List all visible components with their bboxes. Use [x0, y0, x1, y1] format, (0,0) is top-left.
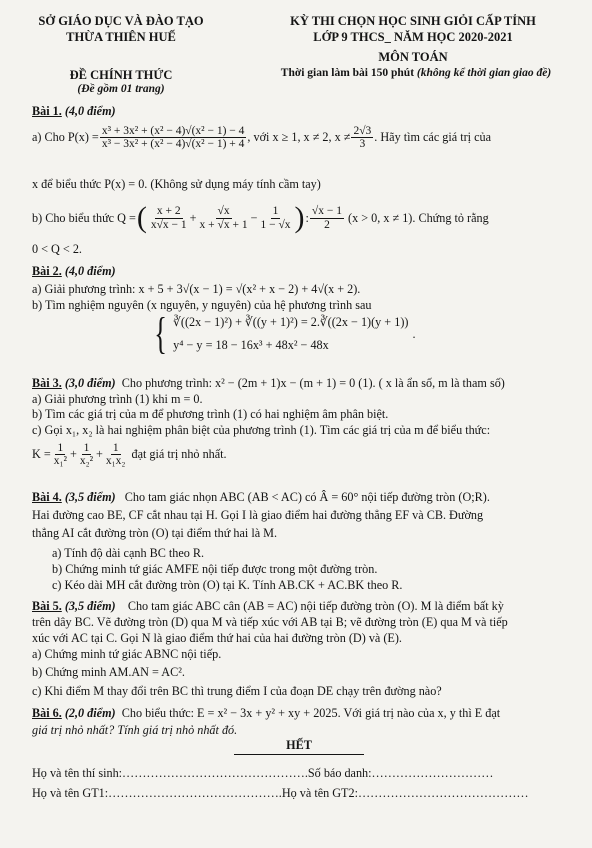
k-term3-den: x₁x₂ [105, 455, 126, 468]
bai1-a-cond-num: 2√3 [353, 125, 372, 137]
bai2-label: Bài 2. [32, 264, 62, 278]
bai5-intro2: trên dây BC. Vẽ đường tròn (D) qua M và tiếp xúc với AB tại B; vẽ đường tròn (E) qua M và tiếp [32, 615, 508, 629]
bai5-label: Bài 5. [32, 599, 62, 613]
bai1-b: b) Cho biểu thức Q = ( $\frac{x + 2}{x√x - 1}$ + $\frac{√x}{x + √x + 1}$ − $\frac{1}{1 - √x}$ ) : $\frac{√x - 1}{2}$ (x > 0, x ≠ 1). Chứng tỏ rằng [32, 201, 489, 234]
bai1-a-numerator: x³ + 3x² + (x² − 4)√(x² − 1) − 4 [101, 125, 245, 137]
bai1-points: (4,0 điểm) [64, 104, 116, 118]
bai6-intro [32, 706, 500, 721]
department-name: SỞ GIÁO DỤC VÀ ĐÀO TẠO [38, 14, 204, 28]
exam-title: KỲ THI CHỌN HỌC SINH GIỎI CẤP TỈNH [290, 14, 536, 28]
system-eq2: y⁴ − y = 18 − 16x³ + 48x² − 48x [173, 338, 329, 352]
bai3-points: (3,0 điểm) [64, 376, 116, 390]
frac4-num: √x − 1 [311, 205, 342, 218]
student-info-line: Họ và tên thí sinh:……………………………………….Số báo danh:………………………… [32, 766, 494, 780]
k-term2-den: x₂² [79, 455, 94, 468]
frac4-den: 2 [324, 218, 330, 231]
bai3-b: b) Tìm các giá trị của m để phương trình (1) có hai nghiệm âm phân biệt. [32, 407, 389, 421]
bai1-a-tail: . Hãy tìm các giá trị của [374, 130, 492, 145]
bai4-a: a) Tính độ dài cạnh BC theo R. [52, 546, 205, 560]
bai1-a-line2: x để biểu thức P(x) = 0. (Không sử dụng máy tính cầm tay) [32, 177, 321, 191]
bai4-intro2: Hai đường cao BE, CF cắt nhau tại H. Gọi I là giao điểm hai đường thẳng EF và CB. Đường [32, 508, 484, 522]
pages-note: (Đề gồm 01 trang) [77, 83, 165, 95]
k-term3-num: 1 [112, 442, 119, 454]
bai3-label: Bài 3. [32, 376, 62, 390]
bai6-line1: Cho biểu thức: E = x² − 3x + y² + xy + 2025. Với giá trị nào của x, y thì E đạt [121, 706, 501, 720]
bai5-intro3: xúc với AC tại C. Gọi N là giao điểm thứ hai của hai đường tròn (D) và (E). [32, 631, 402, 645]
bai2-system [150, 309, 416, 358]
bai1-b-line2: 0 < Q < 2. [32, 242, 82, 256]
k-term1-num: 1 [57, 442, 64, 454]
proctor-info-line: Họ và tên GT1:…………………………………….Họ và tên GT2:…………………………………… [32, 786, 529, 800]
bai2-heading [32, 264, 116, 279]
k-prefix: K = [32, 447, 51, 462]
k-term1 [52, 442, 69, 467]
bai5-c: c) Khi điểm M thay đổi trên BC thì trung điểm I của đoạn DE chạy trên đường nào? [32, 684, 442, 698]
bai1-a-cond-den: 3 [359, 138, 366, 151]
k-term3 [104, 442, 128, 467]
bai3-k-expr: K = $\frac{1}{\text{x₁²}}$ + $\frac{1}{\text{x₂²}}$ + $\frac{1}{\text{x₁x₂}}$ đạt giá trị nhỏ nhất. [32, 442, 227, 468]
frac2-num: √x [217, 205, 230, 218]
bai3-intro-text: Cho phương trình: x² − (2m + 1)x − (m + 1) = 0 (1). ( x là ẩn số, m là tham số) [121, 376, 505, 390]
bai5-intro-text: Cho tam giác ABC cân (AB = AC) nội tiếp đường tròn (O). M là điểm bất kỳ [127, 599, 504, 613]
grade-year: LỚP 9 THCS_ NĂM HỌC 2020-2021 [313, 30, 513, 44]
system-equations [173, 315, 408, 352]
bai1-b-frac2 [198, 205, 250, 230]
bai4-intro [32, 490, 490, 505]
bai5-b: b) Chứng minh AM.AN = AC². [32, 665, 185, 679]
frac2-den: x + √x + 1 [199, 218, 248, 231]
bai4-points: (3,5 điểm) [64, 490, 116, 504]
system-brace: { [154, 309, 167, 358]
bai1-a-fraction [100, 125, 247, 150]
bai3-a: a) Giải phương trình (1) khi m = 0. [32, 392, 203, 406]
bai6-line2: giá trị nhỏ nhất? Tính giá trị nhỏ nhất đó. [32, 723, 238, 737]
bai1-b-frac1 [149, 205, 189, 230]
bai1-label: Bài 1. [32, 104, 62, 118]
bai3-intro [32, 376, 505, 391]
close-paren: ) [294, 201, 305, 234]
bai6-label: Bài 6. [32, 706, 62, 720]
k-tail: đạt giá trị nhỏ nhất. [131, 447, 227, 462]
system-end: . [412, 326, 416, 341]
time-note: (không kể thời gian giao đề) [416, 67, 552, 79]
subject: MÔN TOÁN [378, 50, 448, 64]
bai6-points: (2,0 điểm) [64, 706, 116, 720]
bai2-a: a) Giải phương trình: x + 5 + 3√(x − 1) = √(x² + x − 2) + 4√(x + 2). [32, 282, 361, 296]
frac1-num: x + 2 [156, 205, 181, 218]
bai1-a-condition: , với x ≥ 1, x ≠ 2, x ≠ [247, 130, 351, 145]
k-term2 [78, 442, 95, 467]
bai4-label: Bài 4. [32, 490, 62, 504]
bai1-b-frac3 [258, 205, 292, 230]
bai1-b-condition: (x > 0, x ≠ 1). Chứng tỏ rằng [348, 210, 489, 225]
province-name: THỪA THIÊN HUẾ [66, 30, 176, 44]
time-prefix: Thời gian làm bài 150 phút [280, 67, 415, 79]
bai4-intro-text: Cho tam giác nhọn ABC (AB < AC) có Â = 60° nội tiếp đường tròn (O;R). [124, 490, 490, 504]
bai1-a-func: P(x) = [67, 130, 99, 145]
k-term2-num: 1 [83, 442, 90, 454]
time-limit [246, 67, 586, 81]
frac1-den: x√x − 1 [150, 218, 187, 231]
bai4-intro3: thẳng AI cắt đường tròn (O) tại điểm thứ hai là M. [32, 526, 278, 540]
bai5-a: a) Chứng minh tứ giác ABNC nội tiếp. [32, 647, 222, 661]
bai1-heading [32, 104, 116, 119]
bai1-a [32, 125, 491, 150]
open-paren: ( [136, 201, 147, 234]
official-label: ĐỀ CHÍNH THỨC [69, 68, 173, 82]
bai4-c: c) Kéo dài MH cắt đường tròn (O) tại K. Tính AB.CK + AC.BK theo R. [52, 578, 403, 592]
bai1-a-prefix: a) Cho [32, 130, 65, 145]
frac3-num: 1 [272, 205, 279, 218]
bai5-intro [32, 599, 504, 614]
k-term1-den: x₁² [53, 455, 67, 468]
bai1-b-prefix: b) Cho biểu thức Q = [32, 210, 136, 225]
bai1-a-cond-fraction [351, 125, 373, 150]
bai2-points: (4,0 điểm) [64, 264, 116, 278]
bai3-c: c) Gọi x₁, x₂ là hai nghiệm phân biệt của phương trình (1). Tìm các giá trị của m để biểu thức: [32, 423, 491, 437]
bai1-a-denominator: x³ − 3x² + (x² − 4)√(x² − 1) + 4 [101, 138, 245, 151]
bai2-b: b) Tìm nghiệm nguyên (x nguyên, y nguyên) của hệ phương trình sau [32, 298, 372, 312]
bai1-b-frac4 [310, 205, 344, 230]
frac3-den: 1 − √x [260, 218, 291, 231]
bai4-b: b) Chứng minh tứ giác AMFE nội tiếp được trong một đường tròn. [52, 562, 378, 576]
end-marker: HẾT [234, 738, 364, 755]
bai5-points: (3,5 điểm) [64, 599, 116, 613]
system-eq1: ∛((2x − 1)²) + ∛((y + 1)²) = 2.∛((2x − 1)(y + 1)) [173, 315, 409, 330]
